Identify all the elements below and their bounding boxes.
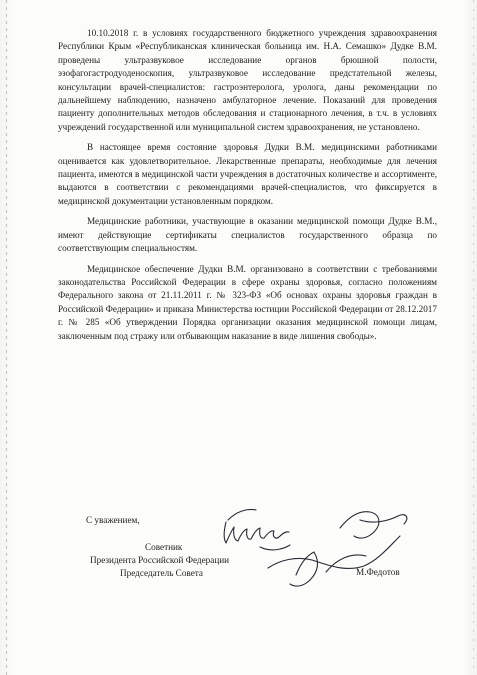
signatory-name: М.Федотов (356, 567, 400, 577)
signatory-title-line2: Президента Российской Федерации (90, 555, 230, 565)
paragraph-examination: 10.10.2018 г. в условиях государственного бюджетного учреждения здравоохранения Республики Крым «Республиканская клиническая больница им. Н.А. Семашко» Дудке В.М. проведены ультразвуковое исследование органов брюшной полости, эзофагогастродуоденоскопия, ультразвуковое исследование предстательной железы, консультации врачей-специалистов: гастроэнтеролога, уролога, даны рекомендации по дальнейшему наблюдению, назначено амбулаторное лечение. Показаний для проведения пациенту дополнительных методов обследования и стационарного лечения, в т.ч. в условиях учреждений государственной или муниципальной систем здравоохранения, не установлено. (58, 28, 437, 132)
paragraph-medical-staff: Медицинские работники, участвующие в оказании медицинской помощи Дудке В.М., имеют действующие сертификаты специалистов государственного образца по соответствующим специальностям. (58, 216, 437, 254)
signatory-title-line3: Председатель Совета (120, 568, 203, 578)
paragraph-health-status: В настоящее время состояние здоровья Дудки В.М. медицинскими работниками оценивается как удовлетворительное. Лекарственные препараты, необходимые для лечения пациента, имеются в медицинской части учреждения в достаточных количестве и ассортименте, выдаются в соответствии с рекомендациями врачей-специалистов, что фиксируется в медицинской документации установленным порядком. (58, 142, 437, 206)
paragraph-legal-basis: Медицинское обеспечение Дудки В.М. организовано в соответствии с требованиями законодательства Российской Федерации в сфере охраны здоровья, согласно положениям Федерального закона от 21.11.2011 г. № 323-ФЗ «Об основах охраны здоровья граждан в Российской Федерации» и приказа Министерства юстиции Российской Федерации от 28.12.2017 г. № 285 «Об утверждении Порядка организации оказания медицинской помощи лицам, заключенным под стражу или отбывающим наказание в виде лишения свободы». (58, 263, 437, 341)
signatory-title-line1: Советник (145, 542, 183, 552)
closing-salutation: С уважением, (86, 515, 140, 525)
